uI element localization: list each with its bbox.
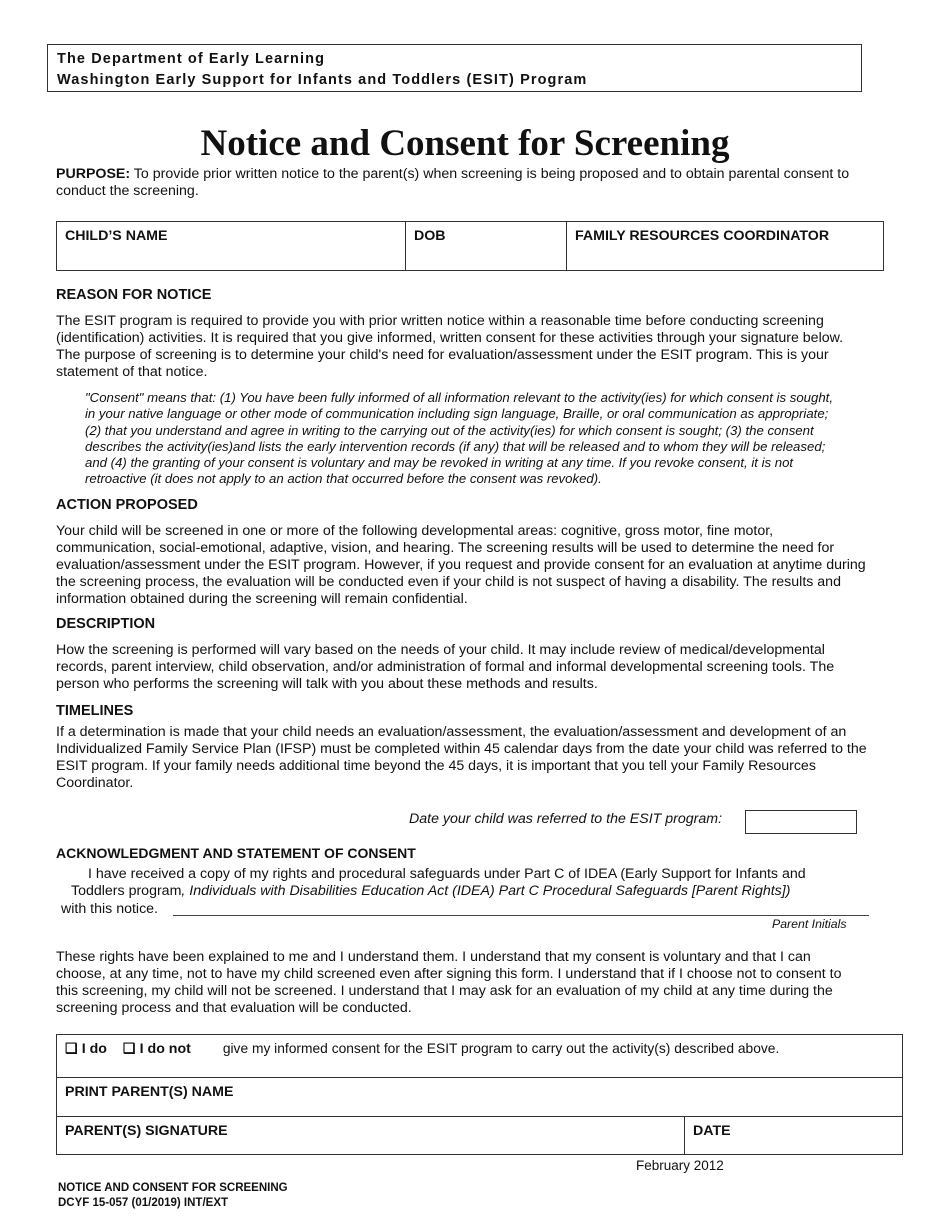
i-do-not-checkbox[interactable] — [123, 1041, 195, 1057]
acknowledgment-line2-plain: Toddlers program — [71, 883, 182, 899]
dob-label: DOB — [414, 228, 446, 244]
description-heading: DESCRIPTION — [56, 616, 156, 632]
checkbox-icon: ❑ — [65, 1041, 78, 1057]
date-label: DATE — [693, 1123, 731, 1139]
print-name-field[interactable] — [57, 1078, 903, 1117]
acknowledgment-line2 — [71, 883, 790, 900]
childs-name-field[interactable] — [57, 222, 406, 271]
consent-choice-row — [57, 1035, 903, 1078]
agency-name: The Department of Early Learning — [57, 51, 326, 67]
timelines-text: If a determination is made that your child needs an evaluation/assessment, the evaluation/assessment and development of an Individualized Family Service Plan (IFSP) must be completed within 45 calendar days from the date your child was referred to the ESIT program. If your family needs additional time beyond the 45 days, it is important that you tell your Family Resources Coordinator. — [56, 724, 867, 791]
acknowledgment-line1: I have received a copy of my rights and procedural safeguards under Part C of IDEA (Early Support for Infants and — [88, 866, 806, 882]
childs-name-label: CHILD’S NAME — [65, 228, 168, 244]
purpose-label: PURPOSE: — [56, 166, 131, 182]
dob-field[interactable] — [406, 222, 567, 271]
program-name: Washington Early Support for Infants and Toddlers (ESIT) Program — [57, 72, 588, 88]
agency-header — [47, 44, 862, 92]
reason-text: The ESIT program is required to provide you with prior written notice within a reasonable time before conducting screening (identification) activities. It is required that you give informed, written consent for these activities through your signature below. The purpose of screening is to determine your child's need for evaluation/assessment under the ESIT program. This is your statement of that notice. — [56, 313, 844, 380]
i-do-label: I do — [81, 1041, 107, 1057]
checkbox-icon: ❑ — [122, 1041, 136, 1057]
timelines-heading: TIMELINES — [56, 703, 134, 719]
child-info-table — [56, 221, 884, 271]
consent-statement: give my informed consent for the ESIT program to carry out the activity(s) described above. — [222, 1041, 780, 1056]
i-do-not-label: I do not — [139, 1041, 191, 1057]
date-field[interactable] — [685, 1117, 903, 1155]
page-title: Notice and Consent for Screening — [200, 123, 730, 164]
frc-label: FAMILY RESOURCES COORDINATOR — [575, 228, 830, 244]
action-text: Your child will be screened in one or more of the following developmental areas: cognitive, gross motor, fine motor, communication, social-emotional, adaptive, vision, and hearing. The screening results will be used to determine the need for evaluation/assessment under the ESIT program. However, if you request and provide consent for an evaluation at anytime during the screening process, the evaluation will be conducted even if your child is not suspect of having a disability. The results and information obtained during the screening will remain confidential. — [56, 523, 866, 607]
signature-label: PARENT(S) SIGNATURE — [65, 1123, 228, 1139]
form-name: NOTICE AND CONSENT FOR SCREENING — [58, 1182, 288, 1194]
acknowledgment-line2-italic: , Individuals with Disabilities Education Act (IDEA) Part C Procedural Safeguards [Parent Rights]) — [181, 883, 791, 899]
understanding-text: These rights have been explained to me and I understand them. I understand that my consent is voluntary and that I can choose, at any time, not to have my child screened even after signing this form. I understand that if I choose not to consent to this screening, my child will not be screened. I understand that I may ask for an evaluation of my child at any time during the screening process and that evaluation will be conducted. — [56, 949, 842, 1016]
purpose-paragraph — [56, 166, 876, 200]
referral-date-field[interactable] — [745, 810, 857, 834]
description-text: How the screening is performed will vary based on the needs of your child. It may include review of medical/developmental records, parent interview, child observation, and/or administration of formal and informal developmental screening tools. The person who performs the screening will talk with you about these methods and results. — [56, 642, 835, 692]
reason-heading: REASON FOR NOTICE — [56, 287, 212, 303]
form-number: DCYF 15-057 (01/2019) INT/EXT — [58, 1197, 229, 1209]
consent-definition: "Consent" means that: (1) You have been fully informed of all information relevant to the activity(ies) for which consent is sought, in your native language or other mode of communication including sign language, Braille, or oral communication as appropriate; (2) that you understand and agree in writing to the carrying out of the activity(ies) for which consent is sought; (3) the consent describes the activity(ies)and lists the early intervention records (if any) that will be released and to whom they will be released; and (4) the granting of your consent is voluntary and may be revoked in writing at any time. If you revoke consent, it is not retroactive (it does not apply to an action that occurred before the consent was revoked). — [85, 390, 834, 487]
i-do-checkbox[interactable] — [65, 1041, 111, 1057]
parent-initials-field[interactable] — [173, 915, 869, 916]
purpose-text: To provide prior written notice to the parent(s) when screening is being proposed and to obtain parental consent to conduct the screening. — [56, 166, 850, 199]
parent-initials-label: Parent Initials — [772, 917, 847, 931]
signature-field[interactable] — [57, 1117, 685, 1155]
action-heading: ACTION PROPOSED — [56, 497, 198, 513]
print-name-label: PRINT PARENT(S) NAME — [65, 1084, 234, 1100]
acknowledgment-heading: ACKNOWLEDGMENT AND STATEMENT OF CONSENT — [56, 845, 416, 861]
referral-date-label: Date your child was referred to the ESIT program: — [409, 811, 723, 827]
consent-table — [56, 1034, 903, 1155]
frc-field[interactable] — [567, 222, 884, 271]
acknowledgment-line3: with this notice. — [61, 901, 158, 917]
revision-date: February 2012 — [636, 1158, 724, 1173]
